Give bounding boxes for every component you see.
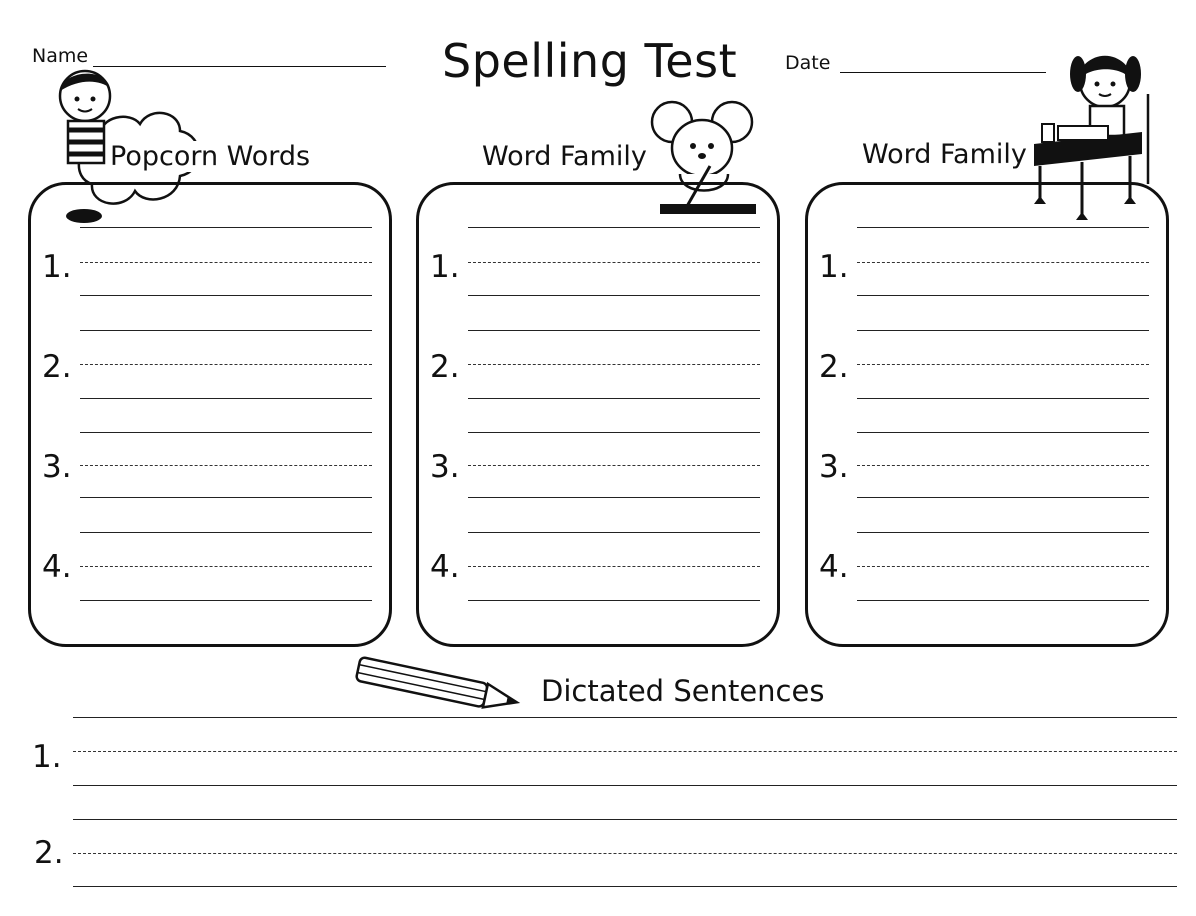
writing-line[interactable] (857, 497, 1149, 498)
writing-line[interactable] (857, 532, 1149, 533)
writing-line[interactable] (73, 819, 1177, 820)
guide-line (857, 465, 1149, 466)
guide-line (80, 566, 372, 567)
writing-line[interactable] (73, 886, 1177, 887)
date-field[interactable] (840, 72, 1046, 73)
writing-line[interactable] (80, 227, 372, 228)
writing-line[interactable] (857, 432, 1149, 433)
writing-line[interactable] (468, 600, 760, 601)
guide-line (857, 364, 1149, 365)
guide-line (80, 364, 372, 365)
writing-line[interactable] (857, 398, 1149, 399)
word-family-box-2 (805, 182, 1169, 647)
guide-line (857, 566, 1149, 567)
popcorn-words-box (28, 182, 392, 647)
sentence-number: 2. (34, 835, 64, 871)
writing-line[interactable] (468, 432, 760, 433)
writing-line[interactable] (468, 497, 760, 498)
writing-line[interactable] (857, 330, 1149, 331)
guide-line (73, 751, 1177, 752)
writing-line[interactable] (468, 330, 760, 331)
writing-line[interactable] (857, 295, 1149, 296)
writing-line[interactable] (80, 398, 372, 399)
word-family-title-2: Word Family (858, 139, 1031, 170)
writing-line[interactable] (857, 227, 1149, 228)
dictated-sentences-title: Dictated Sentences (541, 674, 825, 708)
item-number: 4. (819, 549, 849, 585)
guide-line (468, 566, 760, 567)
guide-line (468, 364, 760, 365)
guide-line (80, 262, 372, 263)
writing-line[interactable] (80, 497, 372, 498)
writing-line[interactable] (80, 295, 372, 296)
item-number: 4. (430, 549, 460, 585)
word-family-box-1 (416, 182, 780, 647)
guide-line (80, 465, 372, 466)
writing-line[interactable] (73, 785, 1177, 786)
guide-line (468, 465, 760, 466)
page-title: Spelling Test (442, 34, 738, 88)
sentence-number: 1. (32, 739, 62, 775)
writing-line[interactable] (857, 600, 1149, 601)
writing-line[interactable] (468, 227, 760, 228)
item-number: 1. (819, 249, 849, 285)
pencil-icon (350, 662, 530, 714)
writing-line[interactable] (73, 717, 1177, 718)
item-number: 1. (42, 249, 72, 285)
item-number: 2. (430, 349, 460, 385)
guide-line (857, 262, 1149, 263)
item-number: 4. (42, 549, 72, 585)
writing-line[interactable] (80, 600, 372, 601)
item-number: 3. (819, 449, 849, 485)
writing-line[interactable] (80, 532, 372, 533)
date-label: Date (785, 52, 831, 74)
guide-line (73, 853, 1177, 854)
writing-line[interactable] (468, 532, 760, 533)
word-family-title-1: Word Family (478, 141, 651, 172)
item-number: 2. (42, 349, 72, 385)
writing-line[interactable] (80, 432, 372, 433)
guide-line (468, 262, 760, 263)
writing-line[interactable] (468, 295, 760, 296)
item-number: 2. (819, 349, 849, 385)
popcorn-words-title: Popcorn Words (106, 141, 314, 172)
item-number: 1. (430, 249, 460, 285)
writing-line[interactable] (468, 398, 760, 399)
name-label: Name (32, 45, 89, 67)
item-number: 3. (42, 449, 72, 485)
writing-line[interactable] (80, 330, 372, 331)
item-number: 3. (430, 449, 460, 485)
